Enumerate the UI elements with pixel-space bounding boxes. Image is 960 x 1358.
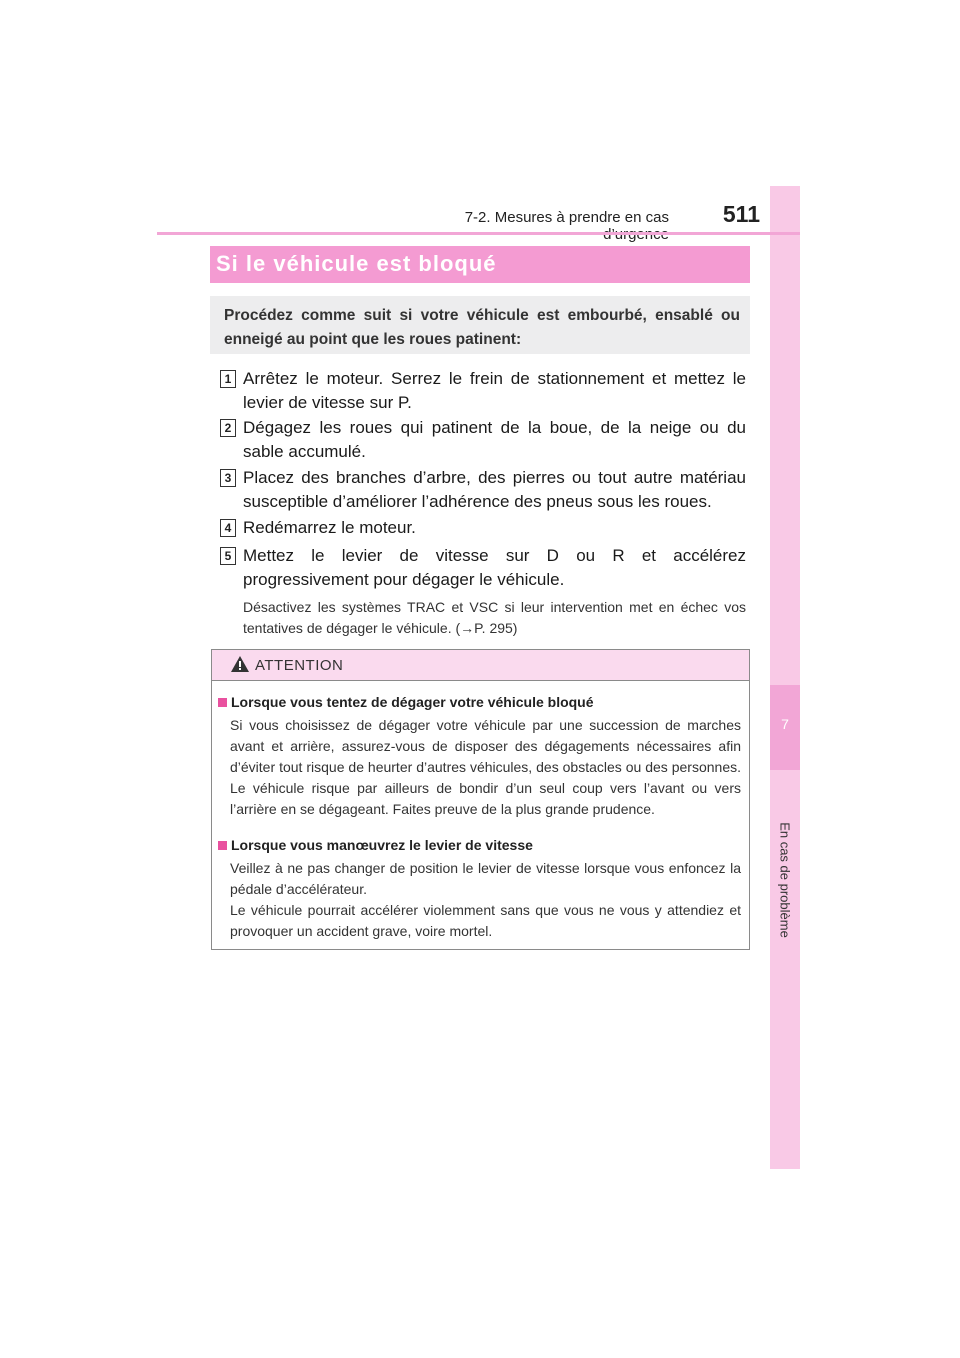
section-label: 7-2. Mesures à prendre en cas <box>464 209 669 226</box>
step-text: Arrêtez le moteur. Serrez le frein de stationnement et mettez le levier de vitesse sur P. <box>243 369 746 412</box>
attention-box <box>211 649 750 950</box>
step-number: 5 <box>220 547 236 565</box>
step-text: Placez des branches d’arbre, des pierres ou tout autre matériau susceptible d’améliorer l’adhérence des pneus sous les roues. <box>243 468 746 511</box>
step-number: 1 <box>220 370 236 388</box>
step-text: Dégagez les roues qui patinent de la boue, de la neige ou du sable accumulé. <box>243 418 746 461</box>
attention-header <box>212 650 749 681</box>
step-number: 2 <box>220 419 236 437</box>
step-number: 3 <box>220 469 236 487</box>
warning-triangle-icon <box>231 656 249 672</box>
header-rule <box>157 232 800 235</box>
attention-item-body: Veillez à ne pas changer de position le levier de vitesse lorsque vous enfoncez la pédale d’accélérateur. <box>230 860 741 897</box>
step-text: Mettez le levier de vitesse sur D ou R et accélérez progressivement pour dégager le véhicule. <box>243 546 746 589</box>
intro-box <box>210 296 750 354</box>
page-title: Si le véhicule est bloqué <box>216 251 497 276</box>
intro-text: Procédez comme suit si votre véhicule est embourbé, ensablé ou enneigé au point que les roues patinent: <box>224 307 740 348</box>
chapter-side-tab <box>770 186 800 1169</box>
attention-item-body: Le véhicule pourrait accélérer violemment sans que vous ne vous y attendiez et provoquer un accident grave, voire mortel. <box>230 902 741 939</box>
pink-square-bullet-icon <box>218 841 227 850</box>
chapter-number: 7 <box>781 716 789 732</box>
step-number: 4 <box>220 519 236 537</box>
note-text: Désactivez les systèmes TRAC et VSC si leur intervention met en échec vos tentatives de dégager le véhicule. (→P. 295) <box>243 599 746 636</box>
attention-item-heading: Lorsque vous tentez de dégager votre véhicule bloqué <box>218 694 594 710</box>
page-number: 511 <box>722 201 760 227</box>
attention-item-heading: Lorsque vous manœuvrez le levier de vitesse <box>218 837 533 853</box>
attention-title: ATTENTION <box>255 657 344 674</box>
pink-square-bullet-icon <box>218 698 227 707</box>
section-title-bar <box>210 246 750 283</box>
chapter-title: En cas de problème <box>777 822 793 938</box>
step-text: Redémarrez le moteur. <box>243 518 416 537</box>
attention-item-body: Si vous choisissez de dégager votre véhicule par une succession de marches avant et arrière, assurez-vous de disposer des dégagements nécessaires afin d’éviter tout risque de heurter d’autres véhicules, des obstacles ou des personnes. Le véhicule risque par ailleurs de bondir d’un seul coup vers l’avant ou vers l’arrière en se dégageant. Faites preuve de la plus grande prudence. <box>230 717 741 817</box>
